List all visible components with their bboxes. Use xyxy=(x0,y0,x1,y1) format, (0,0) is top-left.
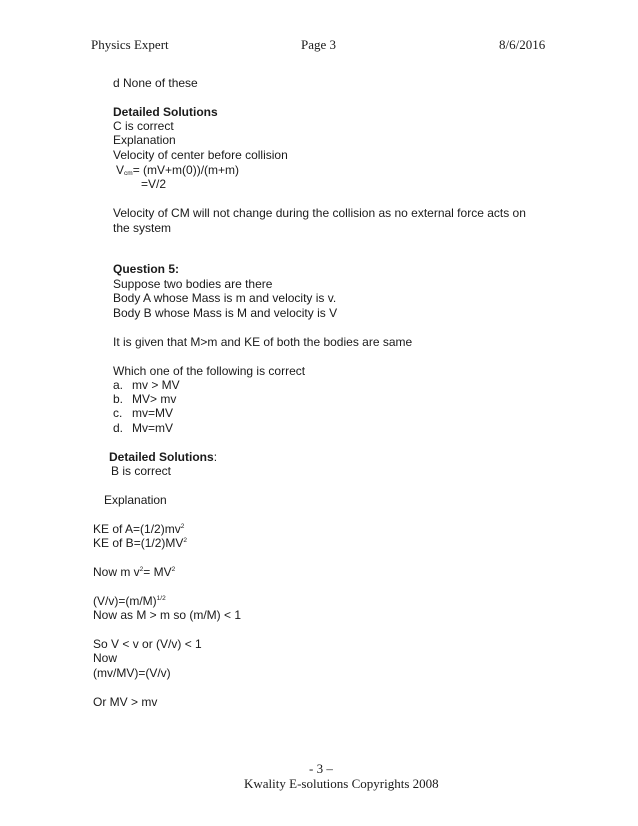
exponent: 2 xyxy=(171,566,176,573)
now-as-line: Now as M > m so (m/M) < 1 xyxy=(93,608,242,622)
conclusion-line: Or MV > mv xyxy=(93,695,158,709)
velocity-line: Velocity of center before collision xyxy=(113,148,288,162)
question-line: Suppose two bodies are there xyxy=(113,277,273,291)
option-text: mv > MV xyxy=(132,378,180,392)
exponent: 2 xyxy=(183,537,187,544)
question-line: Body B whose Mass is M and velocity is V xyxy=(113,306,338,320)
now-eq-part2: = MV xyxy=(143,565,172,579)
so-line: So V < v or (V/v) < 1 xyxy=(93,637,202,651)
now-word: Now xyxy=(93,651,118,665)
footer-copyright: Kwality E-solutions Copyrights 2008 xyxy=(244,776,439,791)
ratio-exponent: 1/2 xyxy=(156,595,166,602)
option-c xyxy=(113,406,174,420)
ratio-equation xyxy=(93,594,166,608)
option-d xyxy=(113,421,174,435)
option-a xyxy=(113,378,180,392)
vcm-eq: = (mV+m(0))/(m+m) xyxy=(132,163,240,177)
cm-note-line: Velocity of CM will not change during the collision as no external force acts on xyxy=(113,206,526,220)
ratio-base: (V/v)=(m/M) xyxy=(93,594,157,608)
option-letter: d. xyxy=(113,421,124,435)
vcm-result: =V/2 xyxy=(141,177,167,191)
question-given: It is given that M>m and KE of both the bodies are same xyxy=(113,335,413,349)
option-letter: c. xyxy=(113,406,123,420)
exponent: 2 xyxy=(139,566,144,573)
question-prompt: Which one of the following is correct xyxy=(113,364,306,378)
solutions-heading-text: Detailed Solutions xyxy=(109,450,214,464)
ke-b-formula xyxy=(93,536,187,550)
solutions-heading: Detailed Solutions xyxy=(113,105,218,119)
exponent: 2 xyxy=(180,523,185,530)
explanation-label: Explanation xyxy=(113,133,176,147)
answer-line: C is correct xyxy=(113,119,174,133)
ke-a-formula xyxy=(93,522,184,536)
option-d-none: d None of these xyxy=(113,76,198,90)
vcm-equation xyxy=(116,163,239,177)
vcm-subscript: cm xyxy=(124,170,133,177)
option-letter: b. xyxy=(113,392,124,406)
footer-page-number: - 3 – xyxy=(309,761,333,776)
solutions-colon: : xyxy=(213,450,218,464)
question-line: Body A whose Mass is m and velocity is v. xyxy=(113,291,337,305)
header-date: 8/6/2016 xyxy=(499,37,546,52)
option-letter: a. xyxy=(113,378,124,392)
option-text: mv=MV xyxy=(132,406,174,420)
ke-a-text: KE of A=(1/2)mv xyxy=(93,522,181,536)
answer-line-2: B is correct xyxy=(111,464,172,478)
now-eq-part1: Now m v xyxy=(93,565,140,579)
question-heading: Question 5: xyxy=(113,262,180,276)
vcm-base: V xyxy=(116,163,125,177)
cm-note-line: the system xyxy=(113,221,172,235)
option-text: MV> mv xyxy=(132,392,177,406)
ke-b-text: KE of B=(1/2)MV xyxy=(93,536,184,550)
mv-ratio-line: (mv/MV)=(V/v) xyxy=(93,666,171,680)
header-title: Physics Expert xyxy=(91,37,169,52)
header-page: Page 3 xyxy=(301,37,337,52)
option-b xyxy=(113,392,177,406)
option-text: Mv=mV xyxy=(132,421,174,435)
now-equation xyxy=(93,565,175,579)
solutions-heading-2 xyxy=(109,450,217,464)
explanation-label-2: Explanation xyxy=(104,493,167,507)
